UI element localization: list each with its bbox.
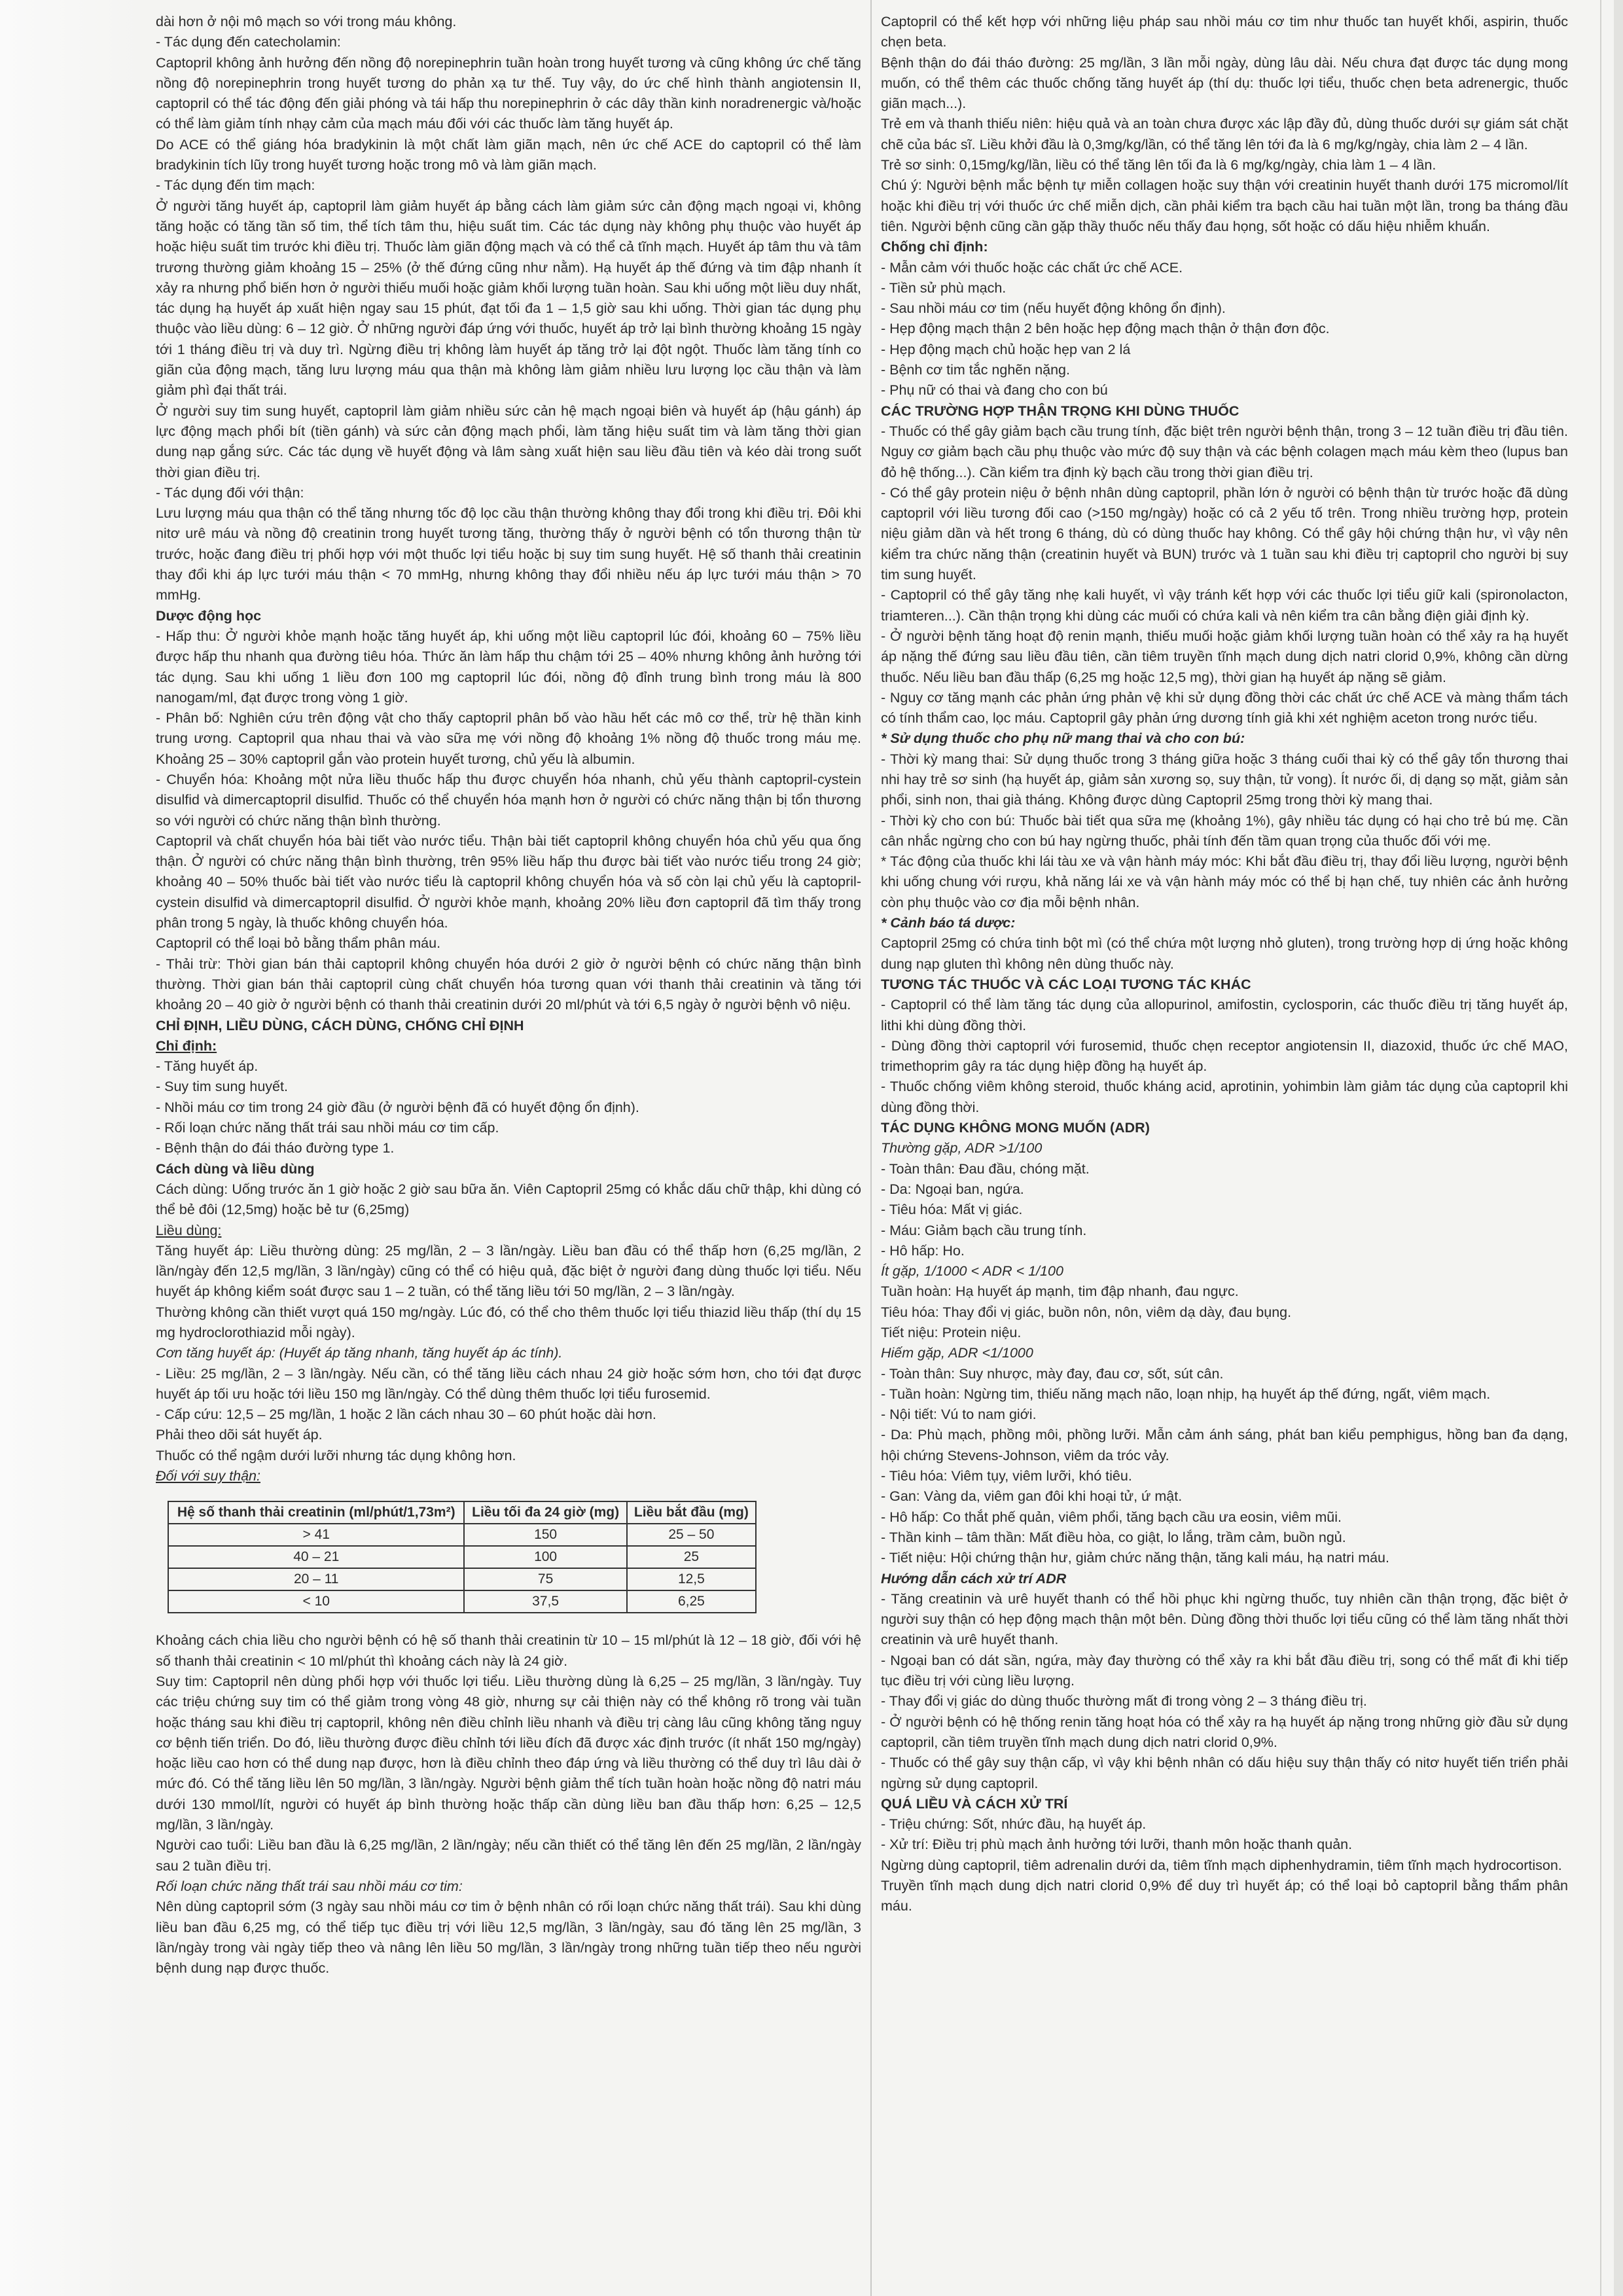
- paragraph: CHỈ ĐỊNH, LIỀU DÙNG, CÁCH DÙNG, CHỐNG CHỈ ĐỊNH: [156, 1017, 524, 1033]
- fold-line: [1600, 0, 1601, 2296]
- paragraph: - Nội tiết: Vú to nam giới.: [881, 1407, 1037, 1423]
- paragraph: Hướng dẫn cách xử trí ADR: [881, 1570, 1067, 1587]
- paragraph: Ở người suy tim sung huyết, captopril làm giảm nhiều sức cản hệ mạch ngoại biên và huyết áp (hậu gánh) áp lực động mạch phổi bít (tiền gánh) và sức cản động mạch phổi, làm tăng hiệu suất tim và làm tăng thời gian dung nạp gắng sức. Các tác dụng về huyết động và lâm sàng xuất hiện sau liều đầu tiên và kéo dài trong suốt thời gian điều trị.: [156, 403, 861, 480]
- paragraph: Rối loạn chức năng thất trái sau nhồi máu cơ tim:: [156, 1878, 463, 1894]
- paragraph: Ngừng dùng captopril, tiêm adrenalin dưới da, tiêm tĩnh mạch diphenhydramin, tiêm tĩnh mạch hydrocortison.: [881, 1857, 1562, 1873]
- paragraph: - Hấp thu: Ở người khỏe mạnh hoặc tăng huyết áp, khi uống một liều captopril lúc đói, khoảng 60 – 75% liều được hấp thu nhanh qua đường tiêu hóa. Thức ăn làm hấp thu chậm tới 25 – 40% nhưng không ảnh hưởng tới tác dụng. Sau khi uống 1 liều đơn 100 mg captopril lúc đói, nồng độ đỉnh trung bình trong máu là 800 nanogam/ml, đạt được trong vòng 1 giờ.: [156, 628, 861, 706]
- paragraph: Chú ý: Người bệnh mắc bệnh tự miễn collagen hoặc suy thận với creatinin huyết thanh dưới 175 micromol/lít hoặc khi điều trị với thuốc ức chế miễn dịch, cần phải kiểm tra bạch cầu hai tuần một lần, trong ba tháng đầu tiên. Người bệnh cũng cần gặp thầy thuốc nếu thấy đau họng, sốt hoặc có dấu hiệu nhiễm khuẩn.: [881, 177, 1568, 234]
- paragraph: - Toàn thân: Suy nhược, mày đay, đau cơ, sốt, sút cân.: [881, 1365, 1224, 1382]
- paragraph: TÁC DỤNG KHÔNG MONG MUỐN (ADR): [881, 1120, 1150, 1136]
- paragraph: - Sau nhồi máu cơ tim (nếu huyết động không ổn định).: [881, 300, 1226, 317]
- paragraph: Phải theo dõi sát huyết áp.: [156, 1427, 323, 1443]
- table-cell: 150: [464, 1524, 626, 1546]
- paragraph: - Da: Ngoại ban, ngứa.: [881, 1181, 1024, 1197]
- paragraph: - Hô hấp: Co thắt phế quản, viêm phổi, tăng bạch cầu ưa eosin, viêm mũi.: [881, 1509, 1342, 1525]
- paragraph: Nên dùng captopril sớm (3 ngày sau nhồi máu cơ tim ở bệnh nhân có rối loạn chức năng thất trái). Sau khi dùng liều ban đầu 6,25 mg, có thể tiếp tục điều trị với liều 12,5 mg/lần, 3 lần/ngày, sau đó tăng lên 25 mg/lần, 3 lần/ngày trong vài ngày tiếp theo và nâng lên liều 50 mg/lần, 3 lần/ngày trong những tuần tiếp theo nếu người bệnh dung nạp được thuốc.: [156, 1899, 861, 1977]
- paragraph: - Gan: Vàng da, viêm gan đôi khi hoại tử, ứ mật.: [881, 1488, 1183, 1505]
- table-header-cell: Liều bắt đầu (mg): [627, 1501, 756, 1524]
- paragraph: - Tăng huyết áp.: [156, 1058, 259, 1075]
- paragraph: - Ở người bệnh có hệ thống renin tăng hoạt hóa có thể xảy ra hạ huyết áp nặng trong những giờ đầu sử dụng captopril, cần tiêm truyền tĩnh mạch dung dịch natri clorid 0,9%.: [881, 1713, 1568, 1750]
- right-column: [881, 12, 1568, 1917]
- paragraph: Captopril và chất chuyển hóa bài tiết vào nước tiểu. Thận bài tiết captopril không chuyển hóa chủ yếu qua ống thận. Ở người có chức năng thận bình thường, trên 95% liều hấp thu được bài tiết vào nước tiểu trong 24 giờ; khoảng 40 – 50% thuốc bài tiết vào nước tiểu là captopril không chuyển hóa và số còn lại chủ yếu là captopril-cystein disulfid và dimercaptopril disulfid. Ở người khỏe mạnh, khoảng 20% liều đơn captopril đã tìm thấy trong phân trong 5 ngày, là thuốc không chuyển hóa.: [156, 833, 861, 931]
- paragraph: - Tiền sử phù mạch.: [881, 279, 1007, 296]
- paragraph: - Dùng đồng thời captopril với furosemid, thuốc chẹn receptor angiotensin II, diazoxid, thuốc ức chế MAO, trimethoprim gây ra tác dụng hiệp đồng hạ huyết áp.: [881, 1037, 1568, 1075]
- paragraph: * Cảnh báo tá dược:: [881, 915, 1016, 931]
- table-cell: 12,5: [627, 1568, 756, 1590]
- paragraph: Ở người tăng huyết áp, captopril làm giảm huyết áp bằng cách làm giảm sức cản động mạch ngoại vi, không tăng hoặc có tăng tần số tim, thể tích tâm thu, hiệu suất tim. Các tác dụng này không phụ thuộc vào huyết áp hoặc hiệu suất tim trước khi điều trị. Thuốc làm giãn động mạch và có thể cả tĩnh mạch. Huyết áp tâm thu và tâm trương thường giảm khoảng 15 – 25% (ở thế đứng cũng như nằm). Hạ huyết áp thế đứng và tim đập nhanh ít xảy ra nhưng phổ biến hơn ở người thiếu muối hoặc giảm khối lượng tuần hoàn. Sau khi uống một liều duy nhất, tác dụng hạ huyết áp xuất hiện ngay sau 15 phút, đạt tối đa 1 – 1,5 giờ sau khi uống. Thời gian tác dụng phụ thuộc vào liều dùng: 6 – 12 giờ. Ở những người đáp ứng với thuốc, huyết áp trở lại bình thường khoảng 15 ngày tới 1 tháng điều trị và duy trì. Ngừng điều trị không làm huyết áp tăng trở lại đột ngột. Thuốc làm tăng tính co giãn của động mạch, tăng lưu lượng máu qua thận mà không làm giảm nhiều lưu lượng lọc cầu thận và làm giảm phì đại thất trái.: [156, 198, 861, 399]
- paragraph: - Ở người bệnh tăng hoạt độ renin mạnh, thiếu muối hoặc giảm khối lượng tuần hoàn có thể xảy ra hạ huyết áp nặng thế đứng sau liều đầu tiên, cần tiêm truyền tĩnh mạch dung dịch natri clorid 0,9%, không cần dừng thuốc. Nếu liều ban đầu thấp (6,25 mg hoặc 12,5 mg), thời gian hạ huyết áp nặng sẽ giảm.: [881, 628, 1568, 685]
- paragraph: Tuần hoàn: Hạ huyết áp mạnh, tim đập nhanh, đau ngực.: [881, 1283, 1239, 1300]
- paragraph: Thuốc có thể ngậm dưới lưỡi nhưng tác dụng không hơn.: [156, 1447, 516, 1463]
- table-cell: 40 – 21: [168, 1546, 464, 1568]
- fold-line: [870, 0, 872, 2296]
- paragraph: Lưu lượng máu qua thận có thể tăng nhưng tốc độ lọc cầu thận thường không thay đổi trong khi điều trị. Đôi khi nitơ urê máu và nồng độ creatinin trong huyết tương tăng, thường thấy ở người bệnh có tổn thương thận từ trước, hoặc đang điều trị phối hợp với một thuốc lợi tiểu hoặc bị suy tim sung huyết. Hệ số thanh thải creatinin thay đổi khi áp lực tưới máu thận < 70 mmHg, nhưng không thay đổi nhiều nếu áp lực tưới máu thận > 70 mmHg.: [156, 505, 861, 603]
- paragraph: - Máu: Giảm bạch cầu trung tính.: [881, 1222, 1087, 1238]
- paragraph: - Tiêu hóa: Viêm tụy, viêm lưỡi, khó tiêu.: [881, 1468, 1132, 1484]
- right-column-text: [881, 12, 1568, 1917]
- paragraph: - Thời kỳ cho con bú: Thuốc bài tiết qua sữa mẹ (khoảng 1%), gây nhiều tác dụng có hại cho trẻ bú mẹ. Cần cân nhắc ngừng cho con bú hay ngừng thuốc, phải tính đến tầm quan trọng của thuốc đối với mẹ.: [881, 812, 1568, 849]
- table-header-row: [168, 1501, 756, 1524]
- paragraph: - Rối loạn chức năng thất trái sau nhồi máu cơ tim cấp.: [156, 1120, 499, 1136]
- paragraph: - Tiêu hóa: Mất vị giác.: [881, 1202, 1023, 1218]
- table-header-cell: Hệ số thanh thải creatinin (ml/phút/1,73m²): [168, 1501, 464, 1524]
- paragraph: - Triệu chứng: Sốt, nhức đầu, hạ huyết áp.: [881, 1816, 1147, 1833]
- paragraph: - Hô hấp: Ho.: [881, 1242, 965, 1259]
- table-cell: < 10: [168, 1590, 464, 1613]
- paragraph: - Bệnh cơ tim tắc nghẽn nặng.: [881, 362, 1070, 378]
- left-column: [156, 12, 861, 1979]
- left-column-text: [156, 12, 861, 1486]
- table-row: [168, 1546, 756, 1568]
- paragraph: Tiết niệu: Protein niệu.: [881, 1325, 1022, 1340]
- table-cell: 25 – 50: [627, 1524, 756, 1546]
- sheet-edge: [1614, 0, 1623, 2296]
- paragraph: Cách dùng: Uống trước ăn 1 giờ hoặc 2 giờ sau bữa ăn. Viên Captopril 25mg có khắc dấu chữ thập, khi dùng có thể bẻ đôi (12,5mg) hoặc bẻ tư (6,25mg): [156, 1181, 861, 1218]
- paragraph: - Ngoại ban có dát sần, ngứa, mày đay thường có thể xảy ra khi bắt đầu điều trị, song có thể mất đi khi tiếp tục điều trị với cùng liều lượng.: [881, 1652, 1568, 1689]
- paragraph: - Captopril có thể gây tăng nhẹ kali huyết, vì vậy tránh kết hợp với các thuốc lợi tiểu giữ kali (spironolacton, triamteren...). Cần thận trọng khi dùng các muối có chứa kali và nên kiểm tra cân bằng điện giải định kỳ.: [881, 587, 1568, 624]
- paragraph: dài hơn ở nội mô mạch so với trong máu không.: [156, 14, 457, 29]
- paragraph: - Cấp cứu: 12,5 – 25 mg/lần, 1 hoặc 2 lần cách nhau 30 – 60 phút hoặc dài hơn.: [156, 1407, 656, 1423]
- paragraph: - Mẫn cảm với thuốc hoặc các chất ức chế ACE.: [881, 259, 1183, 276]
- page-margin: [0, 0, 144, 2296]
- paragraph: Đối với suy thận:: [156, 1468, 260, 1484]
- paragraph: Chỉ định:: [156, 1037, 217, 1054]
- paragraph: Người cao tuổi: Liều ban đầu là 6,25 mg/lần, 2 lần/ngày; nếu cần thiết có thể tăng lên đến 25 mg/lần, 2 lần/ngày sau 2 tuần điều trị.: [156, 1837, 861, 1874]
- paragraph: Thường không cần thiết vượt quá 150 mg/ngày. Lúc đó, có thể cho thêm thuốc lợi tiểu thiazid liều thấp (thí dụ 15 mg hydroclorothiazid mỗi ngày).: [156, 1304, 861, 1340]
- paragraph: - Tác dụng đến tim mạch:: [156, 177, 315, 194]
- paragraph: - Suy tim sung huyết.: [156, 1079, 288, 1095]
- paragraph: - Có thể gây protein niệu ở bệnh nhân dùng captopril, phần lớn ở người có bệnh thận từ trước hoặc đã dùng captopril với liều tương đối cao (>150 mg/ngày) hoặc có cả 2 yếu tố trên. Trong nhiều trường hợp, protein niệu giảm dần và hết trong 6 tháng, dù có dùng thuốc hay không. Có thể gây hội chứng thận hư, vì vậy nên kiểm tra chức năng thận (creatinin huyết và BUN) trước và 1 tuần sau khi điều trị captopril cho người bị suy tim sung huyết.: [881, 484, 1568, 583]
- paragraph: Cơn tăng huyết áp: (Huyết áp tăng nhanh, tăng huyết áp ác tính).: [156, 1345, 563, 1361]
- paragraph: Khoảng cách chia liều cho người bệnh có hệ số thanh thải creatinin từ 10 – 15 ml/phút là 12 – 18 giờ, đối với hệ số thanh thải creatinin < 10 ml/phút thì khoảng cách này là 24 giờ.: [156, 1632, 861, 1669]
- paragraph: - Thời kỳ mang thai: Sử dụng thuốc trong 3 tháng giữa hoặc 3 tháng cuối thai kỳ có thể gây tổn thương thai nhi hay trẻ sơ sinh (hạ huyết áp, giảm sản xương sọ, suy thận, tử vong). Ít nước ối, dị dạng sọ mặt, giảm sản phổi, sinh non, thai già tháng. Không được dùng Captopril 25mg trong thời kỳ mang thai.: [881, 751, 1568, 808]
- paragraph: - Thải trừ: Thời gian bán thải captopril không chuyển hóa dưới 2 giờ ở người bệnh có chức năng thận bình thường. Thời gian bán thải captopril cùng chất chuyển hóa tương quan với thanh thải creatinin và tăng tới khoảng 20 – 40 giờ ở người bệnh có thanh thải creatinin dưới 20 ml/phút và tới 6,5 ngày ở người bệnh vô niệu.: [156, 956, 861, 1013]
- paragraph: Chống chỉ định:: [881, 239, 988, 255]
- paragraph: - Hẹp động mạch thận 2 bên hoặc hẹp động mạch thận ở thận đơn độc.: [881, 321, 1330, 337]
- paragraph: - Nhồi máu cơ tim trong 24 giờ đầu (ở người bệnh đã có huyết động ổn định).: [156, 1099, 639, 1115]
- paragraph: Captopril có thể loại bỏ bằng thẩm phân máu.: [156, 935, 441, 952]
- paragraph: - Thuốc có thể gây giảm bạch cầu trung tính, đặc biệt trên người bệnh thận, trong 3 – 12 tuần điều trị đầu tiên. Nguy cơ giảm bạch cầu phụ thuộc vào mức độ suy thận và các bệnh colagen mạch máu kèm theo (lupus ban đỏ hệ thống...). Cần kiểm tra định kỳ bạch cầu trong thời gian điều trị.: [881, 423, 1568, 480]
- paragraph: Captopril có thể kết hợp với những liệu pháp sau nhồi máu cơ tim như thuốc tan huyết khối, aspirin, thuốc chẹn beta.: [881, 14, 1568, 50]
- paragraph: Suy tim: Captopril nên dùng phối hợp với thuốc lợi tiểu. Liều thường dùng là 6,25 – 25 mg/lần, 3 lần/ngày. Tuy các triệu chứng suy tim có thể giảm trong vòng 48 giờ, nhưng sự cải thiện này có thể không rõ trong vài tuần hoặc tháng sau khi điều trị captopril, không nên điều chỉnh liều nhanh và điều trị càng lâu cũng không tăng nguy cơ bệnh tiến triển. Do đó, liều thường được điều chỉnh tới liều đích đã được xác định trước (ít nhất 150 mg/ngày) hoặc liều cao hơn có thể dung nạp được, hơn là điều chỉnh theo đáp ứng và liều thường có thể duy trì lâu dài ở mức đó. Có thể tăng liều lên 50 mg/lần, 3 lần/ngày. Người bệnh giảm thể tích tuần hoàn hoặc nồng độ natri máu dưới 130 mmol/lít, người có huyết áp bình thường hoặc thấp cần dùng liều ban đầu thấp hơn: 6,25 – 12,5 mg/lần, 3 lần/ngày.: [156, 1673, 861, 1833]
- paragraph: Dược động học: [156, 607, 262, 624]
- table-cell: 20 – 11: [168, 1568, 464, 1590]
- paragraph: Cách dùng và liều dùng: [156, 1160, 315, 1177]
- paragraph: Liều dùng:: [156, 1222, 222, 1238]
- paragraph: - Da: Phù mạch, phồng môi, phồng lưỡi. Mẫn cảm ánh sáng, phát ban kiểu pemphigus, hồng ban đa dạng, hội chứng Stevens-Johnson, viêm da tróc vảy.: [881, 1427, 1568, 1463]
- table-cell: 75: [464, 1568, 626, 1590]
- paragraph: Trẻ sơ sinh: 0,15mg/kg/lần, liều có thể tăng lên tối đa là 6 mg/kg/ngày, chia làm 1 – 4 lần.: [881, 157, 1436, 173]
- paragraph: * Tác động của thuốc khi lái tàu xe và vận hành máy móc: Khi bắt đầu điều trị, thay đổi liều lượng, người bệnh khi uống chung với rượu, khả năng lái xe và vận hành máy móc có thể bị hạn chế, tuy nhiên các ảnh hưởng còn phụ thuộc vào cơ địa mỗi bệnh nhân.: [881, 853, 1568, 910]
- table-row: [168, 1590, 756, 1613]
- paragraph: Hiếm gặp, ADR <1/1000: [881, 1345, 1033, 1361]
- paragraph: - Thay đổi vị giác do dùng thuốc thường mất đi trong vòng 2 – 3 tháng điều trị.: [881, 1693, 1367, 1710]
- table-cell: 6,25: [627, 1590, 756, 1613]
- paragraph: Do ACE có thể giáng hóa bradykinin là một chất làm giãn mạch, nên ức chế ACE do captopril có thể làm bradykinin tích lũy trong huyết tương hoặc trong mô và làm giãn mạch.: [156, 136, 861, 173]
- table-row: [168, 1524, 756, 1546]
- paragraph: - Chuyển hóa: Khoảng một nửa liều thuốc hấp thu được chuyển hóa nhanh, chủ yếu thành captopril-cystein disulfid và dimercaptopril disulfid. Thuốc có thể chuyển hóa mạnh hơn ở người có chức năng thận bị tổn thương so với người có chức năng thận bình thường.: [156, 771, 861, 829]
- paragraph: - Thuốc có thể gây suy thận cấp, vì vậy khi bệnh nhân có dấu hiệu suy thận thấy có nitơ huyết tiến triển phải ngừng sử dụng captopril.: [881, 1755, 1568, 1791]
- paragraph: - Thuốc chống viêm không steroid, thuốc kháng acid, aprotinin, yohimbin làm giảm tác dụng của captopril khi dùng đồng thời.: [881, 1079, 1568, 1115]
- paragraph: TƯƠNG TÁC THUỐC VÀ CÁC LOẠI TƯƠNG TÁC KHÁC: [881, 976, 1251, 992]
- paragraph: - Liều: 25 mg/lần, 2 – 3 lần/ngày. Nếu cần, có thể tăng liều cách nhau 24 giờ hoặc sớm hơn, cho tới đạt được huyết áp tối ưu hoặc tới liều 150 mg lần/ngày. Có thể dùng thêm thuốc lợi tiểu furosemid.: [156, 1365, 861, 1402]
- paragraph: Captopril 25mg có chứa tinh bột mì (có thể chứa một lượng nhỏ gluten), trong trường hợp dị ứng hoặc không dung nạp gluten thì không nên dùng thuốc này.: [881, 935, 1568, 972]
- table-cell: 37,5: [464, 1590, 626, 1613]
- paragraph: QUÁ LIỀU VÀ CÁCH XỬ TRÍ: [881, 1795, 1068, 1812]
- paragraph: - Thần kinh – tâm thần: Mất điều hòa, co giật, lo lắng, trầm cảm, buồn ngủ.: [881, 1529, 1346, 1545]
- table-cell: > 41: [168, 1524, 464, 1546]
- paragraph: - Nguy cơ tăng mạnh các phản ứng phản vệ khi sử dụng đồng thời các chất ức chế ACE và màng thẩm tách có tính thẩm cao, lọc máu. Captopril gây phản ứng dương tính giả khi xét nghiệm aceton trong nước tiểu.: [881, 689, 1568, 726]
- paragraph: Trẻ em và thanh thiếu niên: hiệu quả và an toàn chưa được xác lập đầy đủ, dùng thuốc dưới sự giám sát chặt chẽ của bác sĩ. Liều khởi đầu là 0,3mg/kg/lần, có thể tăng lên tới đa là 6 mg/kg/ngày, chia làm 2 – 4 lần.: [881, 116, 1568, 152]
- paragraph: Tăng huyết áp: Liều thường dùng: 25 mg/lần, 2 – 3 lần/ngày. Liều ban đầu có thể thấp hơn (6,25 mg/lần, 2 lần/ngày đến 12,5 mg/lần, 3 lần/ngày) cũng có thể có hiệu quả, đặc biệt ở người đang dùng thuốc lợi tiểu. Nếu huyết áp không kiểm soát được sau 1 – 2 tuần, có thể tăng liều tới 50 mg/lần, 2 – 3 lần/ngày.: [156, 1242, 861, 1300]
- table-row: [168, 1568, 756, 1590]
- paragraph: - Hẹp động mạch chủ hoặc hẹp van 2 lá: [881, 341, 1131, 357]
- renal-dose-table: [168, 1501, 757, 1613]
- paragraph: CÁC TRƯỜNG HỢP THẬN TRỌNG KHI DÙNG THUỐC: [881, 403, 1240, 419]
- paragraph: - Xử trí: Điều trị phù mạch ảnh hưởng tới lưỡi, thanh môn hoặc thanh quản.: [881, 1837, 1353, 1853]
- paragraph: - Phụ nữ có thai và đang cho con bú: [881, 382, 1108, 399]
- paragraph: - Tác dụng đến catecholamin:: [156, 34, 341, 50]
- paragraph: Truyền tĩnh mạch dung dịch natri clorid 0,9% để duy trì huyết áp; có thể loại bỏ captopril bằng thẩm phân máu.: [881, 1878, 1568, 1914]
- paragraph: - Toàn thân: Đau đầu, chóng mặt.: [881, 1160, 1090, 1177]
- paragraph: - Tiết niệu: Hội chứng thận hư, giảm chức năng thận, tăng kali máu, hạ natri máu.: [881, 1550, 1389, 1566]
- paragraph: - Tác dụng đối với thận:: [156, 484, 304, 501]
- table-header-cell: Liều tối đa 24 giờ (mg): [464, 1501, 626, 1524]
- paragraph: - Bệnh thận do đái tháo đường type 1.: [156, 1140, 395, 1157]
- paragraph: - Phân bố: Nghiên cứu trên động vật cho thấy captopril phân bố vào hầu hết các mô cơ thể, trừ hệ thần kinh trung ương. Captopril qua nhau thai và vào sữa mẹ với nồng độ khoảng 1% nồng độ thuốc trong máu mẹ. Khoảng 25 – 30% captopril gắn vào protein huyết tương, chủ yếu là albumin.: [156, 710, 861, 767]
- paragraph: Bệnh thận do đái tháo đường: 25 mg/lần, 3 lần mỗi ngày, dùng lâu dài. Nếu chưa đạt được tác dụng mong muốn, có thể thêm các thuốc chống tăng huyết áp (thí dụ: thuốc lợi tiểu, thuốc chẹn beta adrenergic, thuốc giãn mạch...).: [881, 54, 1568, 112]
- paragraph: - Tăng creatinin và urê huyết thanh có thể hồi phục khi ngừng thuốc, tuy nhiên cần thận trọng, đặc biệt ở người suy thận có hẹp động mạch thận một bên. Dùng đồng thời thuốc lợi tiểu cũng có thể làm tăng nhất thời creatinin và urê huyết thanh.: [881, 1590, 1568, 1648]
- left-column-text-continued: [156, 1630, 861, 1979]
- paragraph: - Captopril có thể làm tăng tác dụng của allopurinol, amifostin, cyclosporin, các thuốc điều trị tăng huyết áp, lithi khi dùng đồng thời.: [881, 997, 1568, 1033]
- table-cell: 100: [464, 1546, 626, 1568]
- paragraph: Tiêu hóa: Thay đổi vị giác, buồn nôn, nôn, viêm dạ dày, đau bụng.: [881, 1304, 1292, 1320]
- paragraph: Ít gặp, 1/1000 < ADR < 1/100: [881, 1263, 1063, 1280]
- paragraph: Captopril không ảnh hưởng đến nồng độ norepinephrin tuần hoàn trong huyết tương và cũng không ức chế tăng nồng độ norepinephrin trong huyết tương do phản xạ tư thế. Tuy vậy, do ức chế hình thành angiotensin II, captopril có thể tác động đến giải phóng và tái hấp thu norepinephrin ở các dây thần kinh noradrenergic và/hoặc có thể làm giảm tính nhạy cảm của mạch máu đối với các thuốc làm tăng huyết áp.: [156, 54, 861, 132]
- paragraph: - Tuần hoàn: Ngừng tim, thiếu năng mạch não, loạn nhịp, hạ huyết áp thế đứng, ngất, viêm mạch.: [881, 1386, 1491, 1402]
- table-cell: 25: [627, 1546, 756, 1568]
- paragraph: Thường gặp, ADR >1/100: [881, 1140, 1043, 1157]
- paragraph: * Sử dụng thuốc cho phụ nữ mang thai và cho con bú:: [881, 730, 1245, 747]
